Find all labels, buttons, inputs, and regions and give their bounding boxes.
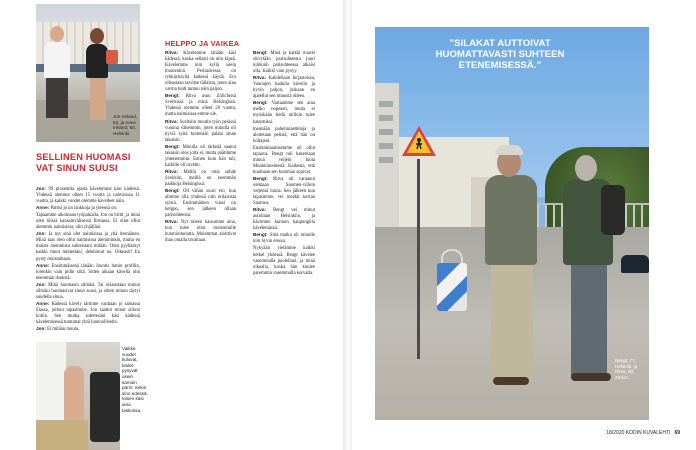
paragraph: Bengt: Minä ja kaikki nuoret siirrytään parisuhteesta juuri niinkuin parisuhteessa alkaisi olla. Kaikki vain pysyy. bbox=[253, 50, 315, 75]
pedestrian-warning-sign-icon bbox=[401, 125, 437, 157]
couple-walking-photo bbox=[375, 27, 649, 420]
paragraph: Ritva: Sveitsiin muutin työn perässä vuonna vähemmin, joten minulla oli hyviä syitä kuitenkin palata sinne takaisin. bbox=[165, 118, 236, 143]
paragraph: Anne: Ensimmäisenä tänään Juontis lomin profilin, lorenkin vain pidin siitä. Sitten aikaan kävellä olin enemmän itsekstä. bbox=[36, 262, 140, 281]
paragraph: Tapaamme aikoinaan työpaikalla. Jon on britti, ja minä olen töissä kansainvälisessä firmassa. Ei ollut oflut alemmin naimisissa, olin yhjälläni. bbox=[36, 213, 140, 231]
paragraph: Nykyään vietämme kaikki hetket yhdessä. Bengt kävelee vasemmalla puolellani, ja minä oikealla, koska hän kuulee paremmin vasemmalla korvalla. bbox=[253, 246, 315, 276]
paragraph: Bengt: Ritva oli varaanut olemaan Suomen-villoin veljensä luona. Sen jälkeen kun tapasimme, vei meidät kerran Suomea. bbox=[253, 175, 315, 207]
left-page bbox=[0, 0, 344, 450]
paragraph: Anne: Pattisi jo on laukkoja ja yleensä on. bbox=[36, 205, 117, 212]
paragraph: Ritva: Kahdellaan kirjastoissa, Vaunujen kadulla kävelin ja hyvin paljon, joskaan en ajatellut sen minusta olleen. bbox=[253, 75, 315, 100]
paragraph: Ritva: Meillä on oma suhde Sveitsiin, meillä on enemmän paikkoja Helsingissä. bbox=[165, 168, 236, 187]
paragraph: Bengt: Sinä matka oli minulle niin hyvin elossa. bbox=[253, 232, 315, 245]
magazine-issue: 18/2020 KODIN KUVALEHTI bbox=[606, 430, 671, 436]
photo-bottom-caption: Vaikka vuodet kuluvat, kädet pysyvät usein samoin pärin: Sekin sino edessä, toisen käsi aina taskussa. bbox=[122, 346, 148, 413]
paragraph: Ensikohtaamisemme oli ollut tapaava. Bengt tuli hakemaan minua veljeni luota Munkkiniemestä. Kaikesta, että huomaan sen kumman sopivat. bbox=[253, 145, 315, 175]
article-column-c bbox=[253, 50, 315, 426]
paragraph: mennään puheliniaetteloja ja aloitetaan pelistä, että hän on hoitajeni. bbox=[253, 126, 315, 144]
paragraph: Jon: Ja nyt sinä olet naimisissa ja yhä itsenäinen. Minä taas olen ollut naimisissa aiemminkin, mutta en muista aiemmista suhteistani mitään. Olen pyyhkinyt kaikki muut mielestäni, deletoinut ne. Oikeasti! En pysty muistamaan. bbox=[36, 231, 140, 262]
page-footer bbox=[550, 430, 680, 436]
section-heading-mid: HELPPO JA VAIKEA bbox=[165, 39, 240, 48]
paragraph: Bengt: Ritva asuu Zürichissä Sveitsissä ja minä Helsingissä. Yhdessä olemme olleet 20 vuotta, mutta naimisissa emme ole. bbox=[165, 93, 236, 118]
paragraph: Bengt: Vastaamme sen aina melko nopeasti, mutta ei myöskään tiedä milloin tulee katsotuksi. bbox=[253, 100, 315, 125]
paragraph: Jon: Minä huomasin silmäsi. Tai oikeastaan minun silmäni huomasivat sinun suusi, ja sitten minun täytyi suudella sinua. bbox=[36, 281, 140, 300]
photo-top-caption: Jon Ireland, 53, ja Anne Ireland, 50, Helsinki. bbox=[113, 114, 138, 136]
paragraph: Anne: Kädessä kävely tärmme varmaan jo samassa illassa, jolloin tapasimme. Jon saattoi minut silloin kotiin. Sen mutka sidettesani käsi kädessä kävelemisessä tuntumat yhtä luonnolliselta. bbox=[36, 300, 140, 325]
paragraph: Bengt: Minulla oli tärkeää saanut takaisin ulos jotta ei, mutta päätimme yhteisemmin. Ennen kuin hän tuli, kaikille oli ruvettu. bbox=[165, 143, 236, 168]
paragraph: Bengt: Oli vähän suuri ero, kun alimme olla yhdessä niin erilaisista syistä. Ensimmäinen vuosi on helppo, sen jälkeen ollaan parisuhteessa. bbox=[165, 188, 236, 219]
paragraph: Ritva: Kävelemme tänään käsi kädessä, koska sellasit on niin kipeä. Kävelemme niin kyllä usein muutenkin. Perisatiressa on ryhkäyksyllä kädessä käydä. Ero olleastaan tarvitse tällaista, joten aina varma tunti tuntuu näin paljon. bbox=[165, 50, 236, 93]
paragraph: Ritva: Bengt vei minut autollaan Helsinkiin, ja kävimme kunnon kaupungilla kävelemässä. bbox=[253, 207, 315, 232]
hands-photo-bottom bbox=[36, 342, 120, 450]
page-number: 69 bbox=[674, 430, 680, 436]
article-column-a bbox=[36, 186, 140, 346]
paragraph: Jon: Ei mitään muuta. bbox=[36, 326, 80, 333]
section-heading-left: SELLINEN HUOMASI VAT SINUN SUUSI bbox=[36, 152, 131, 173]
paragraph: Ritva: Nyt tuleen kaisumme aina, kun tulee ollut molemmille huomioitunutta. Molemmat aloittivat ihan omalla tavallaan. bbox=[165, 219, 236, 244]
photo-right-caption: Bengt, 77, Helsinki, ja Ritva, 80, Zürich. bbox=[615, 358, 638, 380]
article-column-b bbox=[165, 50, 236, 426]
paragraph: Jon: 99 prosenttia ajasta kävelemme käsi kädessä. Yhdessä olemme olleet 15 vuotta ja naimisissa 11 vuotta, ja kaikki vuodet olemme kävelleet näin. bbox=[36, 186, 140, 205]
pull-quote: ”SILAKAT AUTTOIVAT HUOMATTAVASTI SUHTEEN ETENEMISESSÄ.” bbox=[435, 38, 565, 71]
